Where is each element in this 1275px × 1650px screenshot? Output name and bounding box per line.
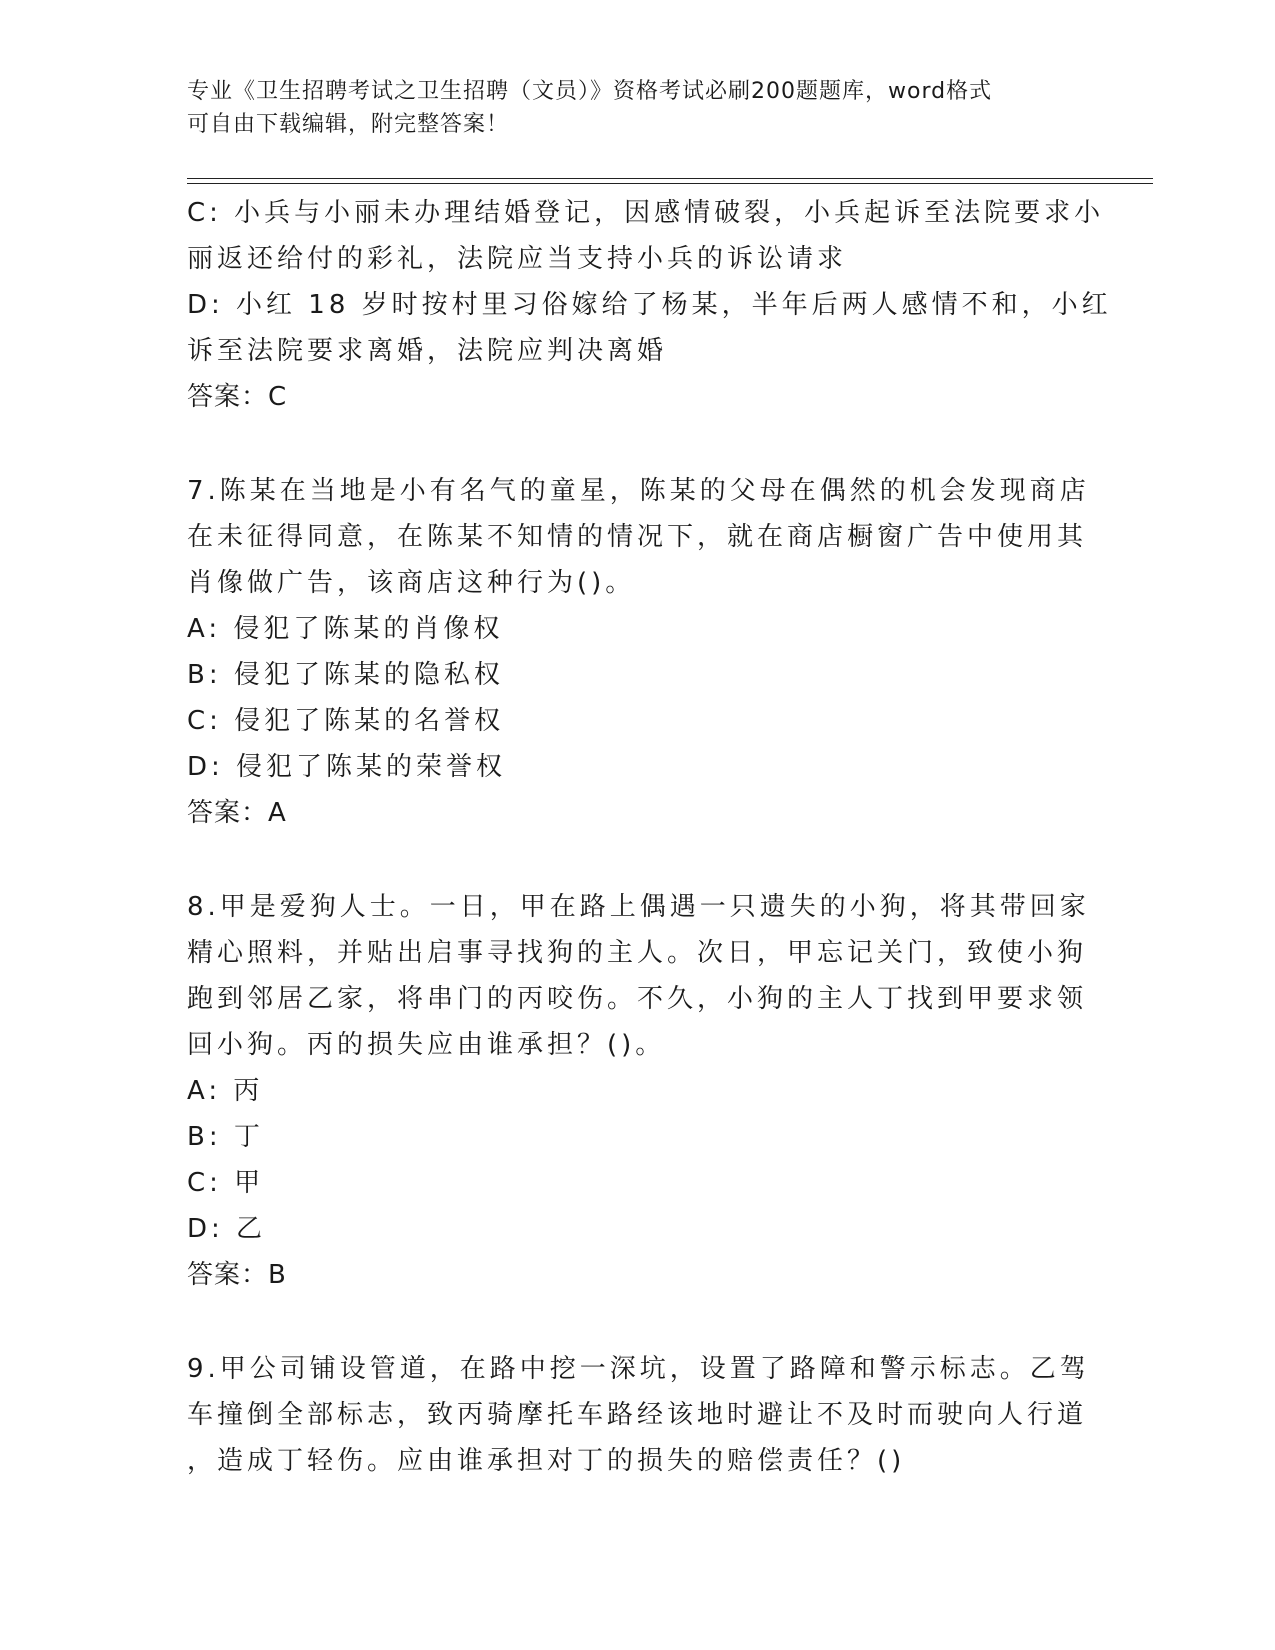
question-6-tail: [187, 190, 1112, 420]
option-b: B: 丁: [187, 1122, 264, 1152]
question-stem-line-1: 9.甲公司铺设管道，在路中挖一深坑，设置了路障和警示标志。乙驾: [187, 1354, 1090, 1384]
header-line-1: 专业《卫生招聘考试之卫生招聘（文员）》资格考试必刷200题题库，word格式: [187, 79, 993, 104]
option-c: C: 甲: [187, 1168, 265, 1198]
spacer: [187, 1298, 1087, 1346]
option-d-line-1: D: 小红 18 岁时按村里习俗嫁给了杨某，半年后两人感情不和，小红: [187, 290, 1112, 320]
option-d: D: 乙: [187, 1214, 267, 1244]
question-9: [187, 1346, 1090, 1484]
question-stem-line-1: 8.甲是爱狗人士。一日，甲在路上偶遇一只遗失的小狗，将其带回家: [187, 892, 1090, 922]
question-stem-line-3: 肖像做广告，该商店这种行为()。: [187, 568, 636, 598]
question-stem-line-2: 车撞倒全部标志，致丙骑摩托车路经该地时避让不及时而驶向人行道: [187, 1400, 1088, 1430]
document-body: [187, 190, 1112, 1484]
question-8: [187, 884, 1090, 1298]
answer-line: 答案：C: [187, 382, 288, 412]
question-stem-line-3: ，造成丁轻伤。应由谁承担对丁的损失的赔偿责任？(): [187, 1446, 906, 1476]
option-a: A: 侵犯了陈某的肖像权: [187, 614, 504, 644]
option-a: A: 丙: [187, 1076, 264, 1106]
question-stem-line-4: 回小狗。丙的损失应由谁承担？()。: [187, 1030, 666, 1060]
header-divider-top: [187, 178, 1153, 179]
question-stem-line-2: 在未征得同意，在陈某不知情的情况下，就在商店橱窗广告中使用其: [187, 522, 1088, 552]
spacer: [187, 836, 1087, 884]
option-d-line-2: 诉至法院要求离婚，法院应判决离婚: [187, 336, 668, 366]
question-stem-line-1: 7.陈某在当地是小有名气的童星，陈某的父母在偶然的机会发现商店: [187, 476, 1090, 506]
question-7: [187, 468, 1090, 836]
option-d: D: 侵犯了陈某的荣誉权: [187, 752, 507, 782]
option-c: C: 侵犯了陈某的名誉权: [187, 706, 505, 736]
header-divider-bottom: [187, 183, 1153, 184]
option-c-line-1: C: 小兵与小丽未办理结婚登记，因感情破裂，小兵起诉至法院要求小: [187, 198, 1105, 228]
question-stem-line-3: 跑到邻居乙家，将串门的丙咬伤。不久，小狗的主人丁找到甲要求领: [187, 984, 1088, 1014]
spacer: [187, 420, 1087, 468]
answer-line: 答案：B: [187, 1260, 287, 1290]
answer-line: 答案：A: [187, 798, 287, 828]
header-line-2: 可自由下载编辑，附完整答案！: [187, 112, 510, 137]
document-header: [187, 75, 1067, 141]
question-stem-line-2: 精心照料，并贴出启事寻找狗的主人。次日，甲忘记关门，致使小狗: [187, 938, 1088, 968]
option-b: B: 侵犯了陈某的隐私权: [187, 660, 504, 690]
option-c-line-2: 丽返还给付的彩礼，法院应当支持小兵的诉讼请求: [187, 244, 848, 274]
